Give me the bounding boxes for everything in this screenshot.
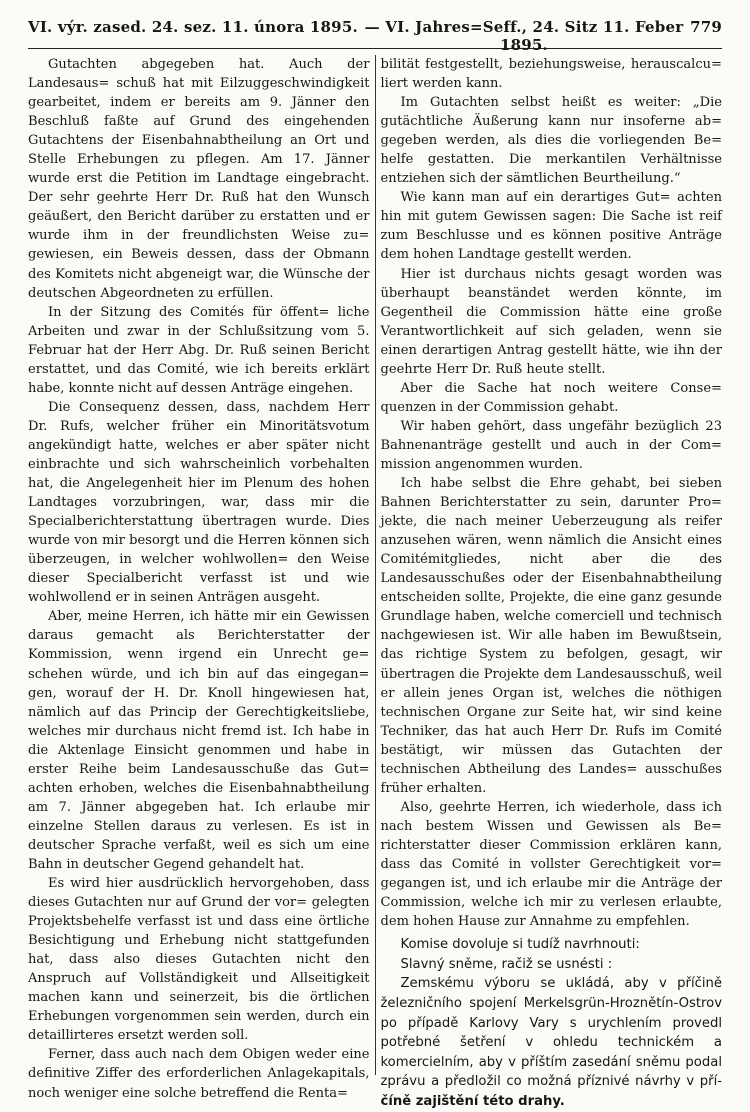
paragraph: Wir haben gehört, dass ungefähr bezüglich 23 Bahnenanträge gestellt und auch in der Com= mission angenommen wurden. [380, 418, 722, 472]
czech-motion-intro: Komise dovoluje si tudíž navrhnouti: [400, 937, 640, 953]
two-column-body [28, 55, 722, 1109]
running-header [28, 18, 722, 54]
czech-resolution-end: číně zajištění této drahy. [380, 1093, 565, 1109]
document-page [28, 18, 722, 1109]
paragraph: Die Consequenz dessen, dass, nachdem Herr Dr. Rufs, welcher früher ein Minoritätsvotum angekündigt hatte, welches er aber später nicht einbrachte und sich wahrscheinlich vorbehalten hat, die Angelegenheit hier im Plenum des hohen Landtages vorzubringen, war, dass mir die Specialberichterstattung übertragen wurde. Dies wurde von mir besorgt und die Herren können sich überzeugen, in welcher wohlwollen= den Weise dieser Specialbericht verfasst ist und wie wohlwollend er in seinen Anträgen ausgeht. [28, 399, 370, 606]
page-number: 779 [690, 18, 722, 36]
paragraph: Aber die Sache hat noch weitere Conse= quenzen in der Commission gehabt. [380, 380, 722, 415]
paragraph: Im Gutachten selbst heißt es weiter: „Die gutächtliche Äußerung kann nur insoferne ab= gegeben werden, als dies die vorliegenden Be= helfe gestatten. Die merkantilen Verhältnisse entziehen sich der sämtlichen Beurtheilung.“ [380, 95, 722, 187]
paragraph: Ferner, dass auch nach dem Obigen weder eine definitive Ziffer des erforderlichen Anlagekapitals, noch weniger eine solche betreffend die Renta= [28, 1047, 370, 1101]
paragraph: bilität festgestellt, beziehungsweise, herauscalcu= liert werden kann. [380, 57, 722, 92]
czech-motion-resolution [381, 974, 723, 1111]
paragraph: Also, geehrte Herren, ich wiederhole, dass ich nach bestem Wissen und Gewissen als Be= richterstatter dieser Commission erklären kann, dass das Comité in vollster Gerechtigkeit vor= gegangen ist, und ich erlaube mir die Anträge der Commission, welche ich mir zu verlesen erlaubte, dem hohen Hause zur Annahme zu empfehlen. [380, 799, 722, 930]
header-german-session: — VI. Jahres=Seff., 24. Sitz 11. Feber 1895. [364, 18, 684, 54]
paragraph: In der Sitzung des Comités für öffent= liche Arbeiten und zwar in der Schlußsitzung vom 5. Februar hat der Herr Abg. Dr. Ruß seinen Bericht erstattet, und das Comité, wie ich bereits erklärt habe, konnte nicht auf dessen Anträge eingehen. [28, 304, 370, 396]
paragraph: Ich habe selbst die Ehre gehabt, bei sieben Bahnen Berichterstatter zu sein, darunter Pro= jekte, die nach meiner Ueberzeugung als reifer anzusehen wären, wenn nämlich die Ansicht eines Comitémitgliedes, nicht aber die des Landesausschußes oder der Eisenbahnabtheilung entscheiden sollte, Projekte, die eine ganz gesunde Grundlage haben, welche comerciell und technisch nachgewiesen ist. Wir alle haben im Bewußtsein, das richtige System zu befolgen, gesagt, wir übertragen die Projekte dem Landesausschuß, weil er allein jenes Organ ist, welches die nöthigen technischen Organe zur Seite hat, wir sind keine Techniker, das hat auch Herr Dr. Rufs im Comité bestätigt, wir müssen das Gutachten der technischen Abtheilung des Landes= ausschußes früher erhalten. [380, 476, 722, 796]
paragraph: Hier ist durchaus nichts gesagt worden was überhaupt beanständet werden könnte, im Gegentheil die Commission hätte eine große Verantwortlichkeit auf sich geladen, wenn sie einen derartigen Antrag gestellt hätte, wie ihn der geehrte Herr Dr. Ruß heute stellt. [380, 266, 722, 377]
header-czech-session: VI. výr. zased. 24. sez. 11. února 1895. [28, 18, 358, 36]
paragraph: Es wird hier ausdrücklich hervorgehoben, dass dieses Gutachten nur auf Grund der vor= gelegten Projektsbehelfe verfasst ist und dass eine örtliche Besichtigung und Erhebung nicht stattgefunden hat, dass also dieses Gutachten nicht den Anspruch auf Vollständigkeit und Allseitigkeit machen kann und seinerzeit, bis die örtlichen Erhebungen vorgenommen sein werden, durch ein detaillirteres ersetzt werden soll. [28, 876, 370, 1044]
czech-resolution-text: Zemskému výboru se ukládá, aby v příčině železničního spojení Merkelsgrün-Hroznětín-Ostrov po případě Karlovy Vary s urychlením provedl potřebné šetření v ohledu technickém a komercielním, aby v příštím zasedání sněmu podal zprávu a předložil co možná příznivé návrhy v pří- [380, 976, 722, 1090]
paragraph: Gutachten abgegeben hat. Auch der Landesaus= schuß hat mit Eilzuggeschwindigkeit gearbeitet, indem er bereits am 9. Jänner den Beschluß faßte auf Grund des eingehenden Gutachtens der Eisenbahnabtheilung an Ort und Stelle Erhebungen zu pflegen. Am 17. Jänner wurde erst die Petition im Landtage eingebracht. Der sehr geehrte Herr Dr. Ruß hat den Wunsch geäußert, den Bericht darüber zu erstatten und er wurde ihm in der freundlichsten Weise zu= gewiesen, ein Beweis dessen, dass der Obmann des Komitets nicht abgeneigt war, die Wünsche der deutschen Abgeordneten zu erfüllen. [28, 57, 370, 301]
right-column [376, 55, 723, 1109]
left-column [28, 55, 375, 1101]
paragraph: Aber, meine Herren, ich hätte mir ein Gewissen daraus gemacht als Berichterstatter der Kommission, wenn irgend ein Unrecht ge= schehen würde, und ich bin auf das eingegan= gen, worauf der H. Dr. Knoll hingewiesen hat, nämlich auf das Princip der Gerechtigkeitsliebe, welches mir durchaus nicht fremd ist. Ich habe in die Aktenlage Einsicht genommen und habe in erster Reihe beim Landesausschuße das Gut= achten erhoben, welches die Eisenbahnabtheilung am 7. Jänner abgegeben hat. Ich erlaube mir einzelne Stellen daraus zu verlesen. Es ist in deutscher Sprache verfaßt, weil es sich um eine Bahn in deutscher Gegend gehandelt hat. [28, 609, 370, 872]
paragraph: Wie kann man auf ein derartiges Gut= achten hin mit gutem Gewissen sagen: Die Sache ist reif zum Beschlusse und es können positive Anträge dem hohen Landtage gestellt werden. [380, 190, 722, 263]
czech-motion [381, 935, 723, 1111]
czech-motion-address: Slavný sněme, račiž se usnésti : [400, 956, 613, 972]
